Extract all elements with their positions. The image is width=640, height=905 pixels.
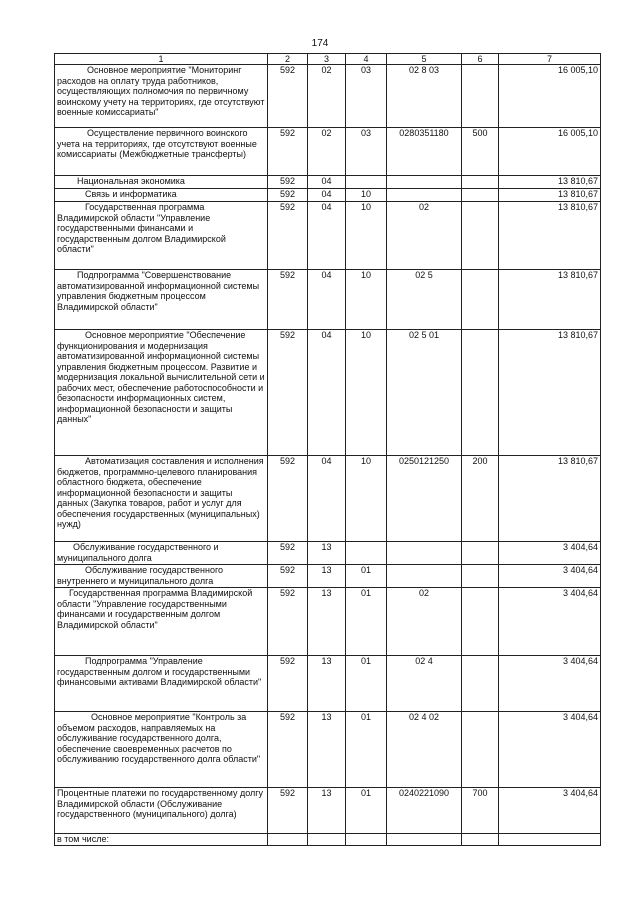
cell-col7: 13 810,67 bbox=[499, 456, 601, 542]
cell-col5: 02 bbox=[387, 588, 462, 656]
header-cell: 6 bbox=[462, 54, 499, 65]
cell-col6 bbox=[462, 656, 499, 712]
table-row bbox=[55, 834, 601, 846]
cell-col7: 3 404,64 bbox=[499, 542, 601, 565]
header-cell: 7 bbox=[499, 54, 601, 65]
table-row bbox=[55, 656, 601, 712]
cell-col5 bbox=[387, 176, 462, 189]
cell-col3: 02 bbox=[308, 128, 346, 176]
row-name: Основное мероприятие "Мониторинг расходов на оплату труда работников, осуществляющих полномочия по первичному воинскому учету на территориях, где отсутствуют военные комиссариаты" bbox=[55, 65, 268, 128]
cell-col5: 02 4 02 bbox=[387, 712, 462, 788]
cell-col3: 13 bbox=[308, 712, 346, 788]
cell-col3: 04 bbox=[308, 189, 346, 202]
cell-col6 bbox=[462, 834, 499, 846]
header-cell: 4 bbox=[346, 54, 387, 65]
cell-col7: 3 404,64 bbox=[499, 712, 601, 788]
cell-col5: 02 8 03 bbox=[387, 65, 462, 128]
cell-col3: 02 bbox=[308, 65, 346, 128]
cell-col4: 10 bbox=[346, 202, 387, 270]
cell-col2: 592 bbox=[268, 565, 308, 588]
cell-col4 bbox=[346, 542, 387, 565]
header-cell: 2 bbox=[268, 54, 308, 65]
cell-col3: 13 bbox=[308, 788, 346, 834]
cell-col6 bbox=[462, 712, 499, 788]
cell-col4: 01 bbox=[346, 656, 387, 712]
cell-col4: 01 bbox=[346, 712, 387, 788]
cell-col5 bbox=[387, 542, 462, 565]
cell-col7: 3 404,64 bbox=[499, 656, 601, 712]
header-cell: 3 bbox=[308, 54, 346, 65]
cell-col7: 16 005,10 bbox=[499, 65, 601, 128]
table-row bbox=[55, 712, 601, 788]
page-number: 174 bbox=[311, 38, 329, 49]
table-row bbox=[55, 128, 601, 176]
cell-col2: 592 bbox=[268, 712, 308, 788]
cell-col5: 02 5 01 bbox=[387, 330, 462, 456]
budget-table bbox=[54, 53, 601, 846]
row-name: Основное мероприятие "Контроль за объемом расходов, направляемых на обслуживание государственного долга, обеспечение своевременных расчетов по обслуживанию государственного долга области" bbox=[55, 712, 268, 788]
table-row bbox=[55, 65, 601, 128]
row-name: Осуществление первичного воинского учета на территориях, где отсутствуют военные комиссариаты (Межбюджетные трансферты) bbox=[55, 128, 268, 176]
cell-col7: 13 810,67 bbox=[499, 202, 601, 270]
cell-col6 bbox=[462, 65, 499, 128]
cell-col2 bbox=[268, 834, 308, 846]
cell-col4: 03 bbox=[346, 65, 387, 128]
cell-col2: 592 bbox=[268, 456, 308, 542]
row-name: Обслуживание государственного и муниципального долга bbox=[55, 542, 268, 565]
row-name: Автоматизация составления и исполнения бюджетов, программно-целевого планирования областного бюджета, обеспечение информационной безопасности и защиты данных (Закупка товаров, работ и услуг для обеспечения государственных (муниципальных) нужд) bbox=[55, 456, 268, 542]
header-cell: 5 bbox=[387, 54, 462, 65]
cell-col3: 13 bbox=[308, 542, 346, 565]
cell-col4: 01 bbox=[346, 588, 387, 656]
header-cell: 1 bbox=[55, 54, 268, 65]
row-name: Процентные платежи по государственному долгу Владимирской области (Обслуживание государственного (муниципального) долга) bbox=[55, 788, 268, 834]
cell-col2: 592 bbox=[268, 128, 308, 176]
cell-col4: 10 bbox=[346, 189, 387, 202]
row-name: Подпрограмма "Совершенствование автоматизированной информационной системы управления бюджетным процессом Владимирской области" bbox=[55, 270, 268, 330]
row-name: Связь и информатика bbox=[55, 189, 268, 202]
cell-col2: 592 bbox=[268, 65, 308, 128]
table-row bbox=[55, 456, 601, 542]
cell-col4: 01 bbox=[346, 565, 387, 588]
cell-col7: 13 810,67 bbox=[499, 189, 601, 202]
cell-col2: 592 bbox=[268, 788, 308, 834]
table-row bbox=[55, 270, 601, 330]
cell-col3: 04 bbox=[308, 270, 346, 330]
cell-col5: 0280351180 bbox=[387, 128, 462, 176]
cell-col3: 13 bbox=[308, 565, 346, 588]
table-row bbox=[55, 202, 601, 270]
cell-col5: 0250121250 bbox=[387, 456, 462, 542]
cell-col2: 592 bbox=[268, 270, 308, 330]
cell-col6 bbox=[462, 202, 499, 270]
row-name: Государственная программа Владимирской области "Управление государственными финансами и государственным долгом Владимирской области" bbox=[55, 588, 268, 656]
cell-col3: 04 bbox=[308, 456, 346, 542]
cell-col6 bbox=[462, 176, 499, 189]
cell-col4 bbox=[346, 176, 387, 189]
cell-col5: 02 5 bbox=[387, 270, 462, 330]
row-name: в том числе: bbox=[55, 834, 268, 846]
cell-col2: 592 bbox=[268, 330, 308, 456]
cell-col6 bbox=[462, 270, 499, 330]
table-row bbox=[55, 588, 601, 656]
row-name: Обслуживание государственного внутреннего и муниципального долга bbox=[55, 565, 268, 588]
cell-col2: 592 bbox=[268, 542, 308, 565]
table-row bbox=[55, 565, 601, 588]
cell-col3: 13 bbox=[308, 656, 346, 712]
cell-col6: 700 bbox=[462, 788, 499, 834]
cell-col5 bbox=[387, 189, 462, 202]
table-row bbox=[55, 788, 601, 834]
cell-col5: 02 4 bbox=[387, 656, 462, 712]
cell-col6 bbox=[462, 542, 499, 565]
table-row bbox=[55, 330, 601, 456]
header-row bbox=[55, 54, 601, 65]
cell-col6: 200 bbox=[462, 456, 499, 542]
row-name: Подпрограмма "Управление государственным долгом и государственными финансовыми активами Владимирской области" bbox=[55, 656, 268, 712]
cell-col5: 02 bbox=[387, 202, 462, 270]
cell-col4: 10 bbox=[346, 456, 387, 542]
cell-col7 bbox=[499, 834, 601, 846]
cell-col6 bbox=[462, 565, 499, 588]
cell-col7: 13 810,67 bbox=[499, 330, 601, 456]
cell-col3: 04 bbox=[308, 176, 346, 189]
cell-col4 bbox=[346, 834, 387, 846]
cell-col4: 10 bbox=[346, 330, 387, 456]
cell-col7: 3 404,64 bbox=[499, 588, 601, 656]
row-name: Основное мероприятие "Обеспечение функционирования и модернизация автоматизированной информационной системы управления бюджетным процессом. Развитие и модернизация локальной вычислительной сети и рабочих мест, обеспечение работоспособности и безопасности информационных систем, информационной безопасности и защиты данных" bbox=[55, 330, 268, 456]
table-row bbox=[55, 189, 601, 202]
cell-col3 bbox=[308, 834, 346, 846]
cell-col3: 13 bbox=[308, 588, 346, 656]
cell-col4: 03 bbox=[346, 128, 387, 176]
cell-col2: 592 bbox=[268, 588, 308, 656]
cell-col3: 04 bbox=[308, 202, 346, 270]
cell-col2: 592 bbox=[268, 176, 308, 189]
cell-col2: 592 bbox=[268, 656, 308, 712]
cell-col3: 04 bbox=[308, 330, 346, 456]
cell-col6: 500 bbox=[462, 128, 499, 176]
cell-col6 bbox=[462, 330, 499, 456]
cell-col2: 592 bbox=[268, 202, 308, 270]
row-name: Национальная экономика bbox=[55, 176, 268, 189]
cell-col7: 3 404,64 bbox=[499, 565, 601, 588]
table-row bbox=[55, 176, 601, 189]
cell-col6 bbox=[462, 189, 499, 202]
cell-col4: 10 bbox=[346, 270, 387, 330]
cell-col7: 16 005,10 bbox=[499, 128, 601, 176]
cell-col4: 01 bbox=[346, 788, 387, 834]
cell-col6 bbox=[462, 588, 499, 656]
cell-col5 bbox=[387, 565, 462, 588]
cell-col2: 592 bbox=[268, 189, 308, 202]
table-row bbox=[55, 542, 601, 565]
cell-col5: 0240221090 bbox=[387, 788, 462, 834]
cell-col7: 3 404,64 bbox=[499, 788, 601, 834]
cell-col7: 13 810,67 bbox=[499, 270, 601, 330]
cell-col5 bbox=[387, 834, 462, 846]
cell-col7: 13 810,67 bbox=[499, 176, 601, 189]
row-name: Государственная программа Владимирской области "Управление государственными финансами и государственным долгом Владимирской области" bbox=[55, 202, 268, 270]
